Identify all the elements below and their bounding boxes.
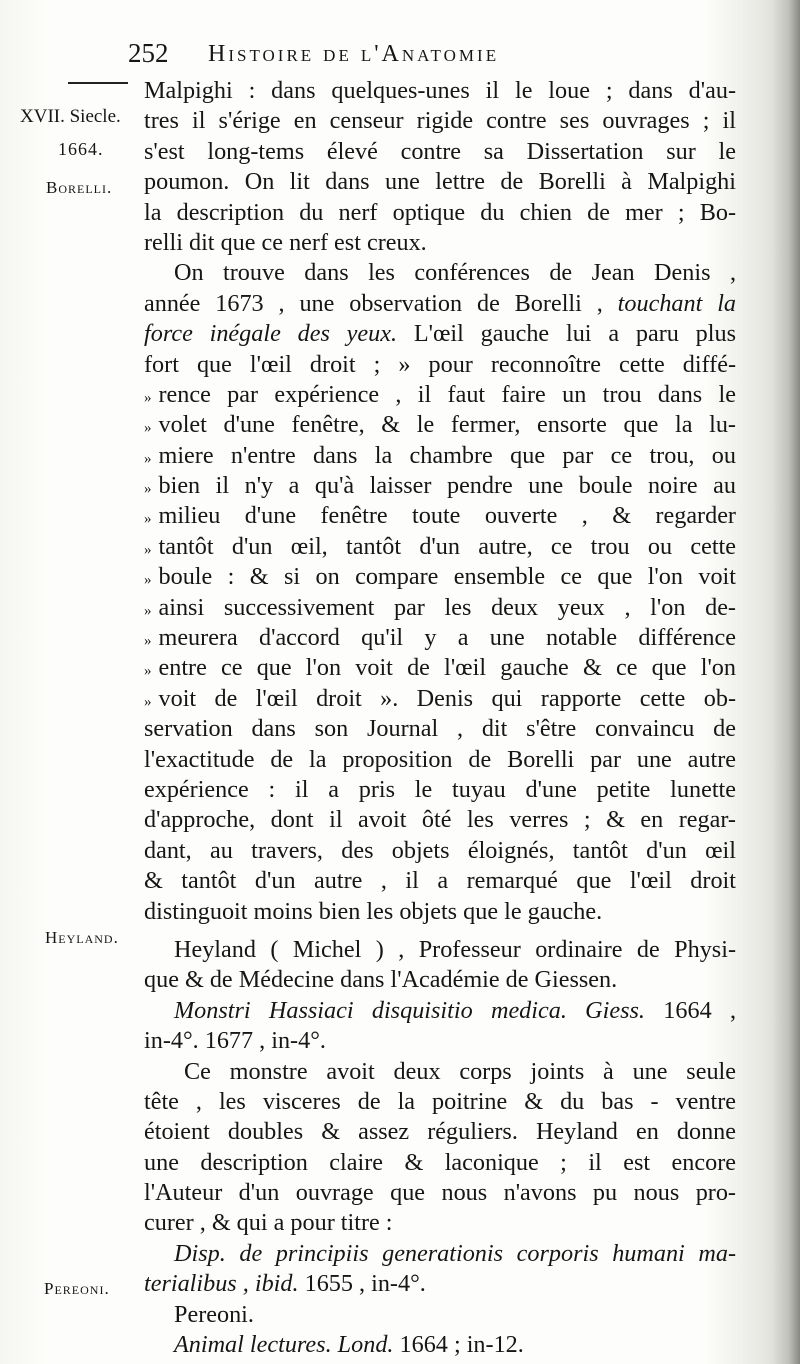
quoted-line [144, 410, 736, 440]
margin-note-heyland: Heyland. [45, 928, 119, 947]
quote-mark: » [144, 693, 151, 710]
quote-mark: » [144, 541, 151, 558]
quote-mark: » [144, 420, 151, 437]
text-line: Disp. de principiis generationis corporis humani ma- [174, 1239, 736, 1267]
paragraph-gap [144, 927, 736, 935]
quoted-line [144, 684, 736, 714]
page-number: 252 [128, 38, 169, 68]
text-line [144, 289, 736, 319]
text-line: étoient doubles & assez réguliers. Heyland en donne [144, 1118, 736, 1146]
body-text [144, 76, 736, 1360]
text-span: entre ce que l'on voit de l'œil gauche & ce que l'on [158, 654, 736, 682]
italic-span: Animal lectures. Lond. [174, 1331, 394, 1359]
margin-note-century: XVII. Siecle. [20, 106, 121, 127]
text-line: une description claire & laconique ; il est encore [144, 1148, 736, 1176]
italic-span: touchant la [617, 289, 736, 317]
text-line: Pereoni. [174, 1300, 254, 1328]
text-line: curer , & qui a pour titre : [144, 1209, 393, 1237]
text-span: milieu d'une fenêtre toute ouverte , & regarder [158, 502, 736, 530]
margin-rule [68, 82, 128, 84]
text-span: voit de l'œil droit ». Denis qui rapporte cette ob- [158, 684, 736, 712]
text-line: que & de Médecine dans l'Académie de Giessen. [144, 966, 618, 994]
text-line: servation dans son Journal , dit s'être convaincu de [144, 715, 736, 743]
text-span: ainsi successivement par les deux yeux , l'on de- [158, 593, 736, 621]
text-line: tête , les visceres de la poitrine & du bas - ventre [144, 1087, 736, 1115]
text-line: tres il s'érige en censeur rigide contre ses ouvrages ; il [144, 107, 736, 135]
text-line: distinguoit moins bien les objets que le gauche. [144, 897, 603, 925]
quoted-line [144, 380, 736, 410]
text-line [144, 1330, 736, 1360]
quote-mark: » [144, 572, 151, 589]
text-span: année 1673 , une observation de Borelli , [144, 289, 603, 317]
margin-note-borelli: Borelli. [46, 178, 113, 197]
text-span: 1664 , [663, 996, 736, 1024]
text-line: l'Auteur d'un ouvrage que nous n'avons pu nous pro- [144, 1179, 736, 1207]
text-span: volet d'une fenêtre, & le fermer, ensorte que la lu- [158, 411, 736, 439]
text-span: meurera d'accord qu'il y a une notable différence [158, 624, 736, 652]
quoted-line [144, 441, 736, 471]
text-line: d'approche, dont il avoit ôté les verres ; & en regar- [144, 806, 736, 834]
text-line: poumon. On lit dans une lettre de Borelli à Malpighi [144, 168, 736, 196]
margin-note-year: 1664. [58, 139, 104, 159]
text-line: l'exactitude de la proposition de Borelli par une autre [144, 745, 736, 773]
text-line: & tantôt d'un autre , il a remarqué que l'œil droit [144, 867, 736, 895]
text-line [144, 1269, 736, 1299]
quote-mark: » [144, 633, 151, 650]
text-line: in-4°. 1677 , in-4°. [144, 1027, 326, 1055]
text-span: tantôt d'un œil, tantôt d'un autre, ce trou ou cette [158, 532, 736, 560]
page-header [128, 38, 768, 72]
text-line: dant, au travers, des objets éloignés, tantôt d'un œil [144, 836, 736, 864]
italic-span: force inégale des yeux. [144, 320, 398, 348]
quoted-line [144, 593, 736, 623]
text-span: rence par expérience , il faut faire un trou dans le [158, 380, 736, 408]
italic-span: terialibus , ibid. [144, 1270, 299, 1298]
quote-mark: » [144, 481, 151, 498]
quoted-line [144, 562, 736, 592]
quoted-line [144, 532, 736, 562]
text-line [144, 319, 736, 349]
text-line [144, 996, 736, 1026]
quoted-line [144, 471, 736, 501]
quoted-line [144, 623, 736, 653]
italic-span: Monstri Hassiaci disquisitio medica. Giess. [174, 996, 645, 1024]
text-line: relli dit que ce nerf est creux. [144, 228, 427, 256]
text-line: On trouve dans les conférences de Jean Denis , [174, 259, 736, 287]
text-line: fort que l'œil droit ; » pour reconnoître cette diffé- [144, 350, 736, 378]
text-line: expérience : il a pris le tuyau d'une petite lunette [144, 775, 736, 803]
page-edge-shadow [772, 0, 800, 1364]
quote-mark: » [144, 663, 151, 680]
text-line: Ce monstre avoit deux corps joints à une seule [184, 1057, 736, 1085]
quote-mark: » [144, 450, 151, 467]
quoted-line [144, 501, 736, 531]
text-span: L'œil gauche lui a paru plus [413, 320, 736, 348]
text-span: bien il n'y a qu'à laisser pendre une boule noire au [158, 472, 736, 500]
quote-mark: » [144, 389, 151, 406]
text-span: boule : & si on compare ensemble ce que l'on voit [158, 563, 736, 591]
text-span: 1655 , in-4°. [304, 1270, 426, 1298]
margin-note-pereoni: Pereoni. [44, 1279, 110, 1298]
quoted-line [144, 653, 736, 683]
text-line: s'est long-tems élevé contre sa Dissertation sur le [144, 137, 736, 165]
quote-mark: » [144, 511, 151, 528]
text-line: Malpighi : dans quelques-unes il le loue ; dans d'au- [144, 77, 736, 104]
running-title: Histoire de l'Anatomie [208, 41, 500, 67]
text-span: miere n'entre dans la chambre que par ce trou, ou [158, 441, 736, 469]
text-line: la description du nerf optique du chien de mer ; Bo- [144, 198, 736, 226]
text-span: 1664 ; in-12. [399, 1331, 524, 1359]
text-line: Heyland ( Michel ) , Professeur ordinaire de Physi- [174, 935, 736, 963]
quote-mark: » [144, 602, 151, 619]
